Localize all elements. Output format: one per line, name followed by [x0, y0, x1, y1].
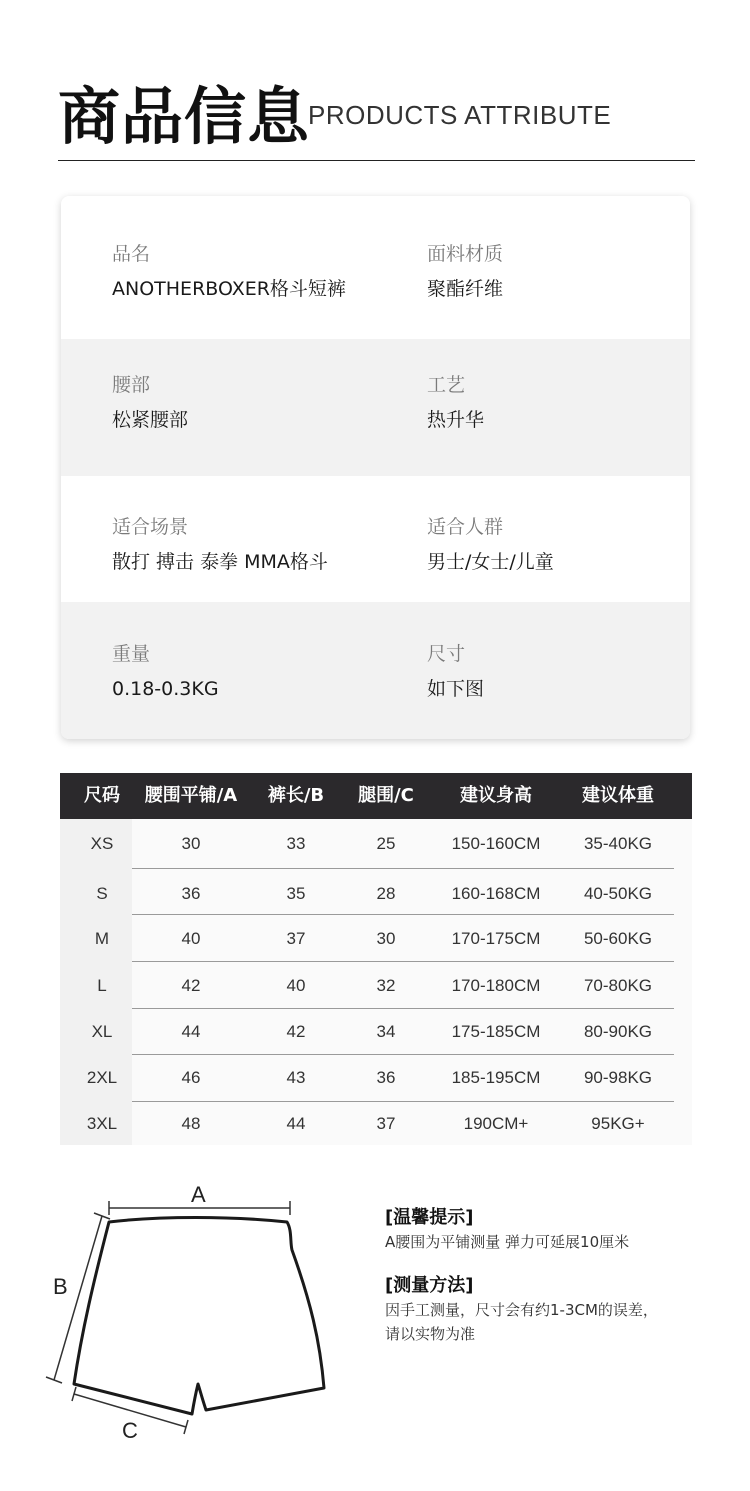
- page-subtitle: PRODUCTS ATTRIBUTE: [308, 100, 612, 130]
- row-divider: [132, 868, 674, 869]
- attribute-item: [112, 242, 412, 301]
- column-header-waist: 腰围平铺/A: [144, 785, 238, 806]
- table-cell: 28: [376, 884, 396, 903]
- table-cell: 185-195CM: [451, 1068, 541, 1087]
- attribute-label: 适合人群: [427, 516, 504, 538]
- shorts-outline-icon: [30, 1170, 350, 1460]
- table-cell: 170-175CM: [451, 929, 541, 948]
- table-cell: 34: [376, 1022, 396, 1041]
- column-header-height: 建议身高: [460, 785, 532, 806]
- attribute-value: 热升华: [427, 409, 485, 431]
- attribute-label: 面料材质: [427, 243, 504, 265]
- table-row: [60, 1055, 692, 1101]
- section-header: [58, 78, 695, 161]
- table-cell: S: [96, 884, 108, 903]
- attribute-item: [427, 642, 690, 701]
- table-cell: 40: [286, 976, 306, 995]
- tips-section: [385, 1206, 715, 1346]
- table-cell: 44: [181, 1022, 201, 1041]
- table-row: [60, 871, 692, 917]
- table-cell: 32: [376, 976, 396, 995]
- table-cell: 46: [181, 1068, 201, 1087]
- table-cell: 25: [376, 834, 396, 853]
- attribute-label: 适合场景: [112, 516, 189, 538]
- tip-text: 因手工测量，尺寸会有约1-3CM的误差，: [385, 1301, 658, 1319]
- attribute-item: [112, 515, 412, 574]
- tip-text: 请以实物为准: [385, 1325, 476, 1343]
- table-cell: 42: [286, 1022, 306, 1041]
- attribute-item: [427, 373, 690, 432]
- attribute-value: 松紧腰部: [112, 409, 189, 431]
- table-row: [60, 916, 692, 962]
- table-cell: 42: [181, 976, 201, 995]
- table-cell: 170-180CM: [451, 976, 541, 995]
- table-cell: 33: [286, 834, 306, 853]
- table-cell: 43: [286, 1068, 306, 1087]
- attribute-label: 腰部: [112, 374, 151, 396]
- table-cell: L: [97, 976, 107, 995]
- shorts-measurement-diagram: [30, 1170, 350, 1460]
- table-cell: 2XL: [86, 1068, 118, 1087]
- table-cell: 37: [286, 929, 306, 948]
- table-cell: 35: [286, 884, 306, 903]
- measure-label-c: C: [122, 1418, 138, 1443]
- table-cell: 44: [286, 1114, 306, 1133]
- table-cell: 30: [181, 834, 201, 853]
- table-header: [60, 773, 692, 819]
- table-body: [60, 819, 692, 1145]
- column-header-weight: 建议体重: [582, 785, 654, 806]
- table-cell: 95KG+: [591, 1114, 645, 1133]
- row-divider: [132, 914, 674, 915]
- attribute-value: 如下图: [427, 678, 485, 700]
- attribute-row: [61, 476, 690, 602]
- attribute-value: 男士/女士/儿童: [427, 551, 554, 573]
- attribute-card: [61, 196, 690, 739]
- table-cell: 50-60KG: [583, 929, 653, 948]
- tip-text: A腰围为平铺测量 弹力可延展10厘米: [385, 1233, 630, 1251]
- table-cell: 48: [181, 1114, 201, 1133]
- table-cell: 3XL: [86, 1114, 118, 1133]
- attribute-label: 工艺: [427, 374, 466, 396]
- attribute-value: 0.18-0.3KG: [112, 678, 219, 700]
- table-row: [60, 1101, 692, 1147]
- table-cell: 40-50KG: [583, 884, 653, 903]
- measure-label-a: A: [191, 1182, 206, 1207]
- table-cell: 160-168CM: [451, 884, 541, 903]
- table-cell: 175-185CM: [451, 1022, 541, 1041]
- tip-title: [测量方法]: [385, 1275, 474, 1296]
- table-cell: 36: [181, 884, 201, 903]
- table-cell: XS: [90, 834, 114, 853]
- attribute-item: [112, 373, 412, 432]
- attribute-label: 品名: [112, 243, 151, 265]
- table-cell: 30: [376, 929, 396, 948]
- attribute-value: 散打 搏击 泰拳 MMA格斗: [112, 551, 328, 573]
- attribute-value: ANOTHERBOXER格斗短裤: [112, 278, 346, 300]
- page-title: 商品信息: [58, 80, 311, 153]
- table-row: [60, 963, 692, 1009]
- attribute-item: [427, 242, 690, 301]
- tip-title: [温馨提示]: [385, 1207, 474, 1228]
- measure-label-b: B: [53, 1274, 68, 1299]
- table-cell: XL: [91, 1022, 113, 1041]
- row-divider: [132, 961, 674, 962]
- table-cell: 190CM+: [463, 1114, 529, 1133]
- attribute-label: 尺寸: [427, 643, 466, 665]
- column-header-length: 裤长/B: [267, 785, 325, 806]
- table-cell: 80-90KG: [583, 1022, 653, 1041]
- table-cell: M: [94, 929, 110, 948]
- column-header-leg: 腿围/C: [358, 785, 414, 806]
- table-cell: 40: [181, 929, 201, 948]
- attribute-item: [112, 642, 412, 701]
- table-row: [60, 1009, 692, 1055]
- table-cell: 37: [376, 1114, 396, 1133]
- attribute-value: 聚酯纤维: [427, 278, 504, 300]
- table-cell: 90-98KG: [583, 1068, 653, 1087]
- table-cell: 35-40KG: [583, 834, 653, 853]
- table-row: [60, 821, 692, 867]
- table-cell: 36: [376, 1068, 396, 1087]
- attribute-row: [61, 602, 690, 739]
- attribute-row: [61, 196, 690, 339]
- attribute-row: [61, 339, 690, 476]
- attribute-label: 重量: [112, 643, 151, 665]
- attribute-item: [427, 515, 690, 574]
- table-cell: 70-80KG: [583, 976, 653, 995]
- column-header-size: 尺码: [84, 785, 120, 806]
- table-cell: 150-160CM: [451, 834, 541, 853]
